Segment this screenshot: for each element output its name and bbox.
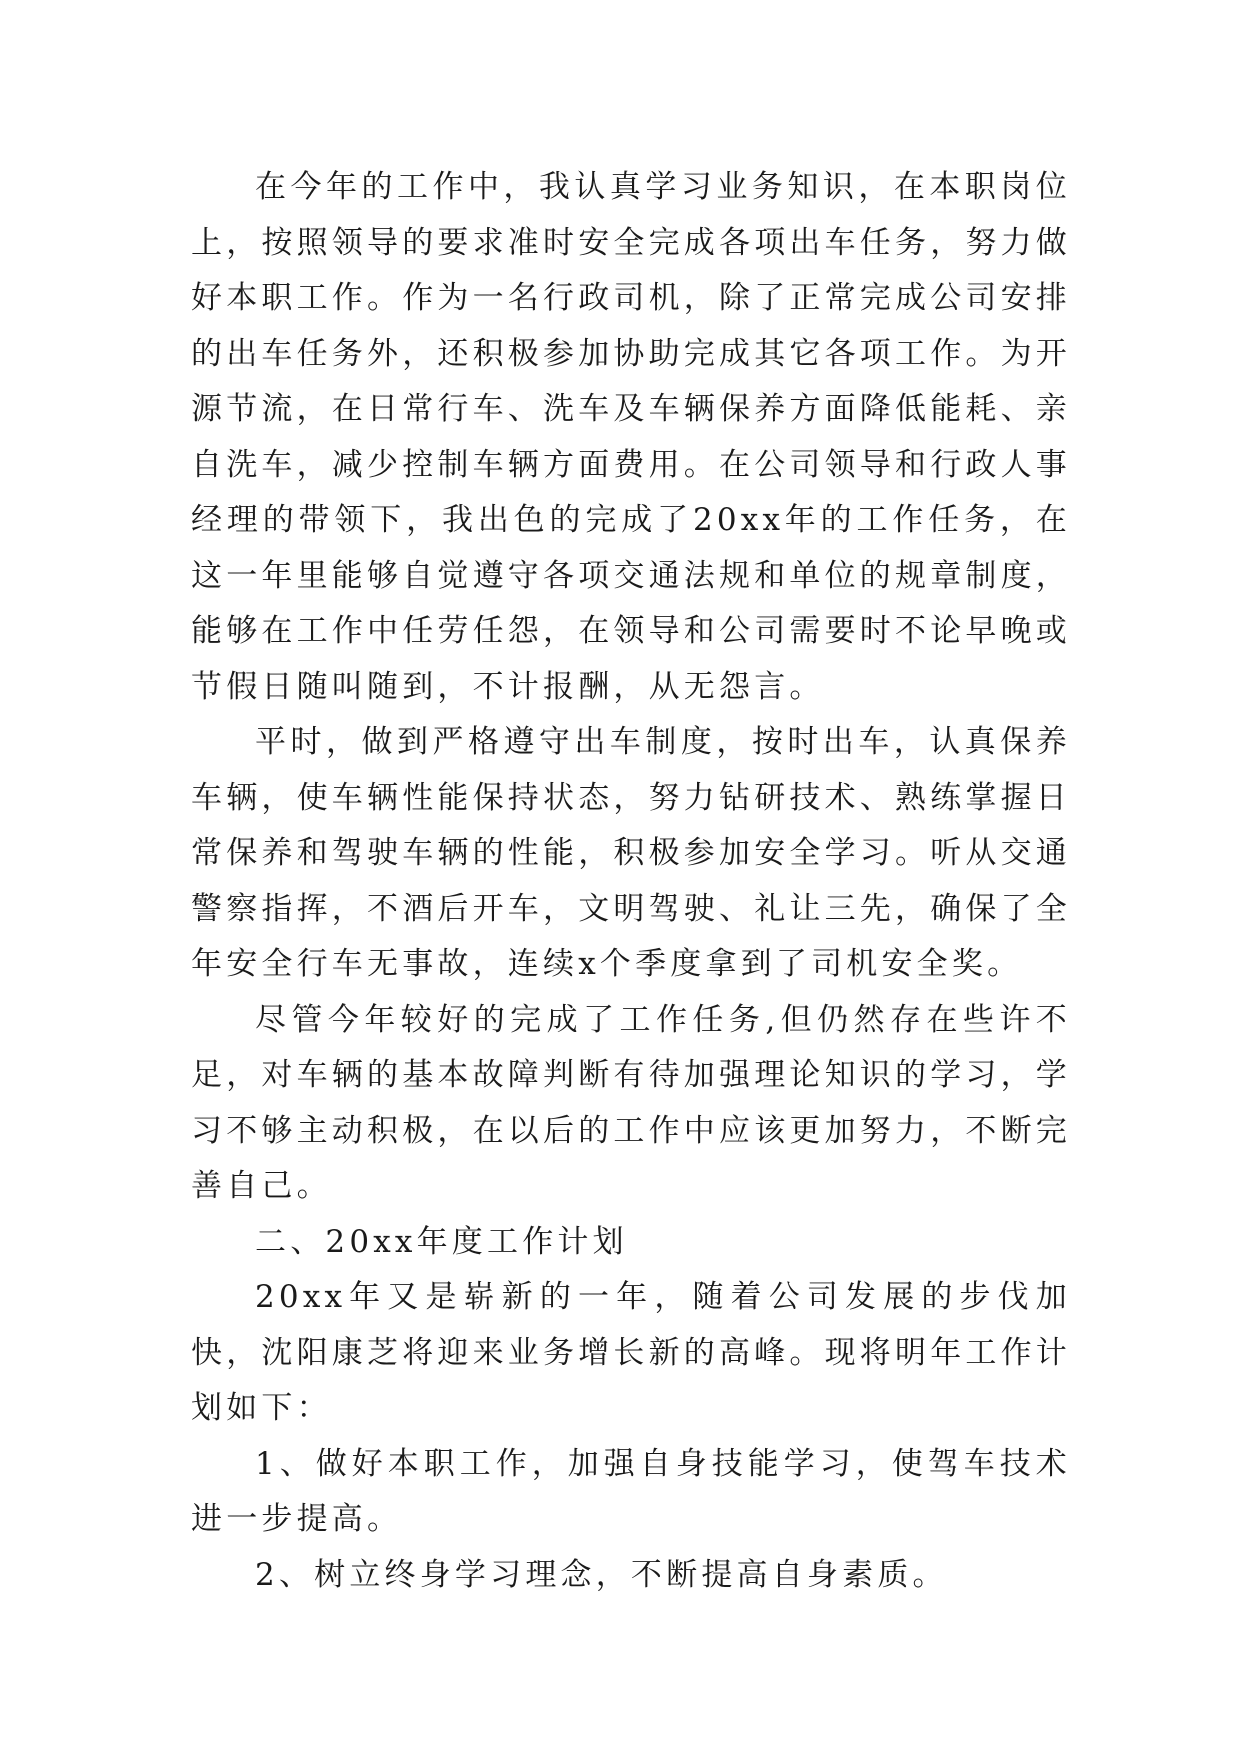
section-heading-work-plan: 二、20xx年度工作计划 xyxy=(255,1223,628,1260)
paragraph-work-summary: 在今年的工作中，我认真学习业务知识，在本职岗位上，按照领导的要求准时安全完成各项出车任务，努力做好本职工作。作为一名行政司机，除了正常完成公司安排的出车任务外，还积极参加协助完成其它各项工作。为开源节流，在日常行车、洗车及车辆保养方面降低能耗、亲自洗车，减少控制车辆方面费用。在公司领导和行政人事经理的带领下，我出色的完成了20xx年的工作任务，在这一年里能够自觉遵守各项交通法规和单位的规章制度，能够在工作中任劳任怨，在领导和公司需要时不论早晚或节假日随叫随到，不计报酬，从无怨言。 xyxy=(191,169,1071,705)
document-body xyxy=(191,160,1071,1603)
plan-item-1: 1、做好本职工作，加强自身技能学习，使驾车技术进一步提高。 xyxy=(191,1445,1071,1537)
paragraph-shortcomings: 尽管今年较好的完成了工作任务,但仍然存在些许不足，对车辆的基本故障判断有待加强理论知识的学习，学习不够主动积极，在以后的工作中应该更加努力，不断完善自己。 xyxy=(191,1001,1071,1204)
plan-item-2: 2、树立终身学习理念，不断提高自身素质。 xyxy=(255,1556,948,1593)
paragraph-plan-intro: 20xx年又是崭新的一年，随着公司发展的步伐加快，沈阳康芝将迎来业务增长新的高峰。现将明年工作计划如下： xyxy=(191,1279,1071,1426)
paragraph-daily-conduct: 平时，做到严格遵守出车制度，按时出车，认真保养车辆，使车辆性能保持状态，努力钻研技术、熟练掌握日常保养和驾驶车辆的性能，积极参加安全学习。听从交通警察指挥，不酒后开车，文明驾驶、礼让三先，确保了全年安全行车无事故，连续x个季度拿到了司机安全奖。 xyxy=(191,724,1071,982)
